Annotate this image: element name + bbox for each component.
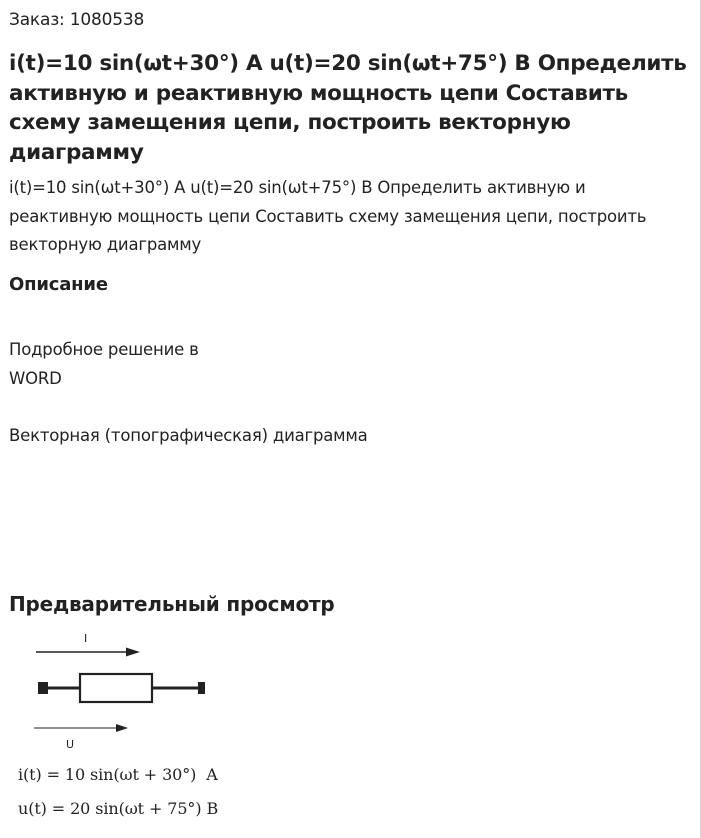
task-text: i(t)=10 sin(ωt+30°) А u(t)=20 sin(ωt+75°) В Определить активную и реактивную мощность цепи Составить схему замещения цепи, построить векторную диаграмму <box>9 178 647 254</box>
current-formula: i(t) = 10 sin(ωt + 30°) A <box>18 765 218 784</box>
description-line: Подробное решение в <box>9 340 199 359</box>
task-title: i(t)=10 sin(ωt+30°) А u(t)=20 sin(ωt+75°) В Определить активную и реактивную мощность цепи Составить схему замещения цепи, построить векторную диаграмму <box>9 51 687 165</box>
order-number: Заказ: 1080538 <box>9 10 145 30</box>
voltage-formula: u(t) = 20 sin(ωt + 75°) В <box>18 799 219 818</box>
description-line: Векторная (топографическая) диаграмма <box>9 426 368 445</box>
voltage-label: U <box>66 738 75 751</box>
current-label: I <box>84 632 88 645</box>
description-heading: Описание <box>9 274 108 295</box>
voltage-arrow <box>34 724 128 732</box>
preview-heading: Предварительный просмотр <box>9 592 335 616</box>
description-line: WORD <box>9 369 62 388</box>
current-arrow <box>36 648 140 657</box>
circuit-diagram <box>30 628 220 758</box>
resistor-element <box>38 674 205 702</box>
